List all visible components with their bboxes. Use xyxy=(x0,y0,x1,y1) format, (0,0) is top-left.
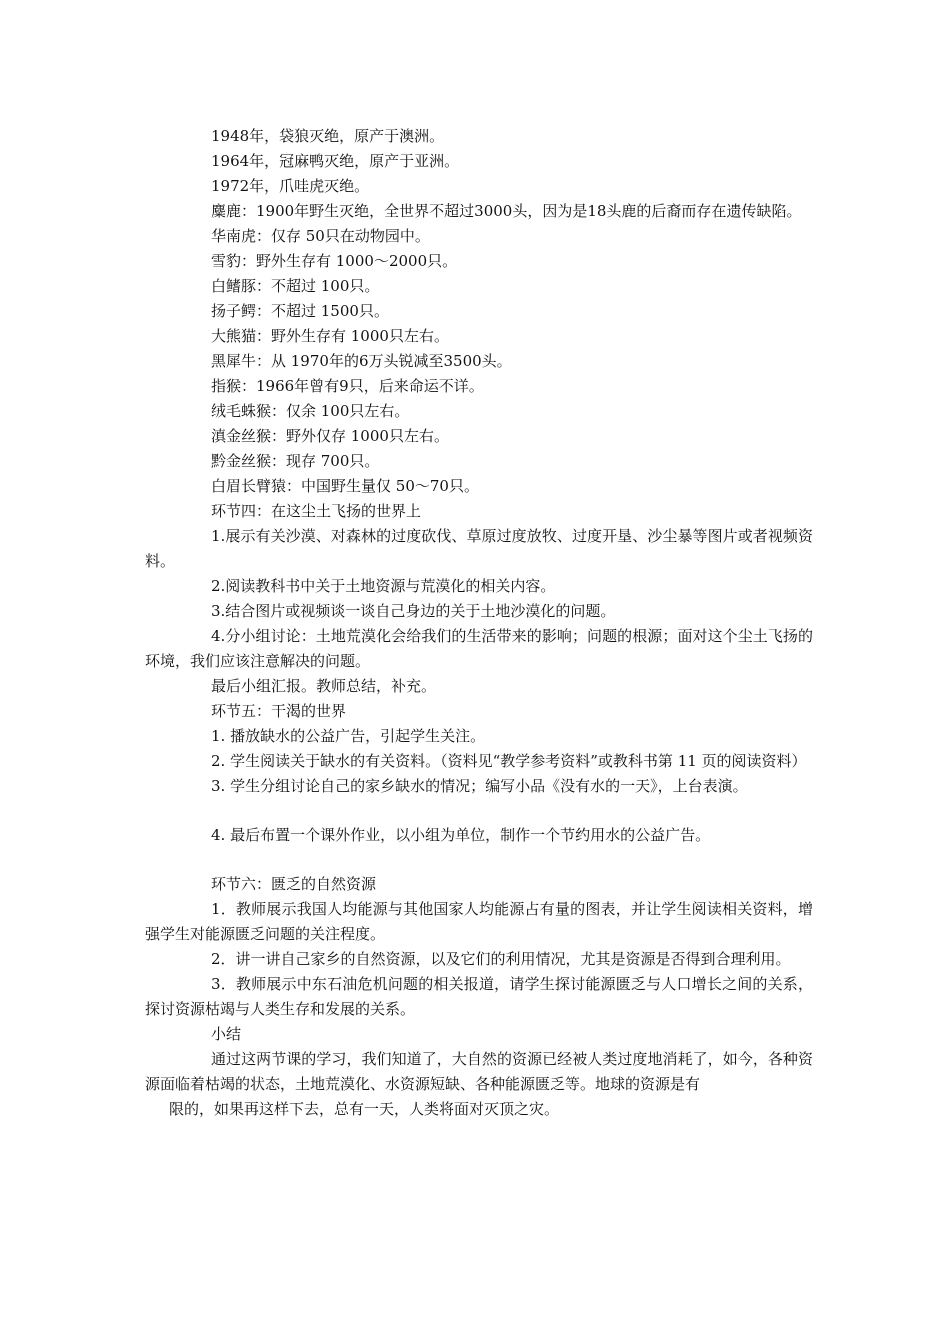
animal-line: 黔金丝猴：现存 700只。 xyxy=(211,452,380,470)
text-line: 1. 播放缺水的公益广告，引起学生关注。 xyxy=(211,727,486,745)
animal-line: 白鳍豚：不超过 100只。 xyxy=(211,277,380,295)
animal-line: 扬子鳄：不超过 1500只。 xyxy=(211,302,389,320)
paragraph: 3．教师展示中东石油危机问题的相关报道，请学生探讨能源匮乏与人口增长之间的关系，探讨资源枯竭与人类生存和发展的关系。 xyxy=(145,975,813,1018)
text-line: 3. 学生分组讨论自己的家乡缺水的情况；编写小品《没有水的一天》，上台表演。 xyxy=(211,777,748,795)
animal-line: 华南虎：仅存 50只在动物园中。 xyxy=(211,227,430,245)
paragraph: 1．教师展示我国人均能源与其他国家人均能源占有量的图表，并让学生阅读相关资料，增强学生对能源匮乏问题的关注程度。 xyxy=(145,900,813,943)
text-line: 4. 最后布置一个课外作业，以小组为单位，制作一个节约用水的公益广告。 xyxy=(211,826,711,844)
animal-line: 绒毛蛛猴：仅余 100只左右。 xyxy=(211,402,410,420)
paragraph: 1.展示有关沙漠、对森林的过度砍伐、草原过度放牧、过度开垦、沙尘暴等图片或者视频资料。 xyxy=(145,527,813,570)
section-title: 环节五：干渴的世界 xyxy=(211,702,347,720)
text-line: 1948年，袋狼灭绝，原产于澳洲。 xyxy=(211,127,445,145)
paragraph-milu: 麋鹿：1900年野生灭绝，全世界不超过3000头，因为是18头鹿的后裔而存在遗传缺陷。 xyxy=(211,202,802,220)
animal-line: 白眉长臂猿：中国野生量仅 50～70只。 xyxy=(211,477,479,495)
animal-line: 大熊猫：野外生存有 1000只左右。 xyxy=(211,327,449,345)
section-title: 环节六：匮乏的自然资源 xyxy=(211,875,377,893)
section-title: 环节四：在这尘土飞扬的世界上 xyxy=(211,502,422,520)
spacer xyxy=(145,848,813,872)
text-line: 3.结合图片或视频谈一谈自己身边的关于土地沙漠化的问题。 xyxy=(211,602,616,620)
text-line: 1964年，冠麻鸭灭绝，原产于亚洲。 xyxy=(211,152,460,170)
text-line: 限的，如果再这样下去，总有一天，人类将面对灭顶之灾。 xyxy=(169,1100,560,1118)
paragraph: 4.分小组讨论：土地荒漠化会给我们的生活带来的影响；问题的根源；面对这个尘土飞扬的环境，我们应该注意解决的问题。 xyxy=(145,627,813,670)
animal-line: 黑犀牛：从 1970年的6万头锐减至3500头。 xyxy=(211,352,512,370)
text-line: 2.阅读教科书中关于土地资源与荒漠化的相关内容。 xyxy=(211,577,556,595)
text-line: 1972年，爪哇虎灭绝。 xyxy=(211,177,370,195)
paragraph: 2. 学生阅读关于缺水的有关资料。（资料见“教学参考资料”或教科书第 11 页的阅读资料） xyxy=(211,752,807,770)
animal-line: 指猴：1966年曾有9只，后来命运不详。 xyxy=(211,377,484,395)
paragraph: 通过这两节课的学习，我们知道了，大自然的资源已经被人类过度地消耗了，如今，各种资源面临着枯竭的状态，土地荒漠化、水资源短缺、各种能源匮乏等。地球的资源是有 xyxy=(145,1050,813,1093)
paragraph: 2．讲一讲自己家乡的自然资源，以及它们的利用情况，尤其是资源是否得到合理利用。 xyxy=(211,950,791,968)
document-page xyxy=(145,124,813,1122)
text-line: 最后小组汇报。教师总结，补充。 xyxy=(211,677,437,695)
animal-line: 雪豹：野外生存有 1000～2000只。 xyxy=(211,252,458,270)
spacer xyxy=(145,799,813,823)
summary-title: 小结 xyxy=(211,1025,242,1043)
animal-line: 滇金丝猴：野外仅存 1000只左右。 xyxy=(211,427,449,445)
